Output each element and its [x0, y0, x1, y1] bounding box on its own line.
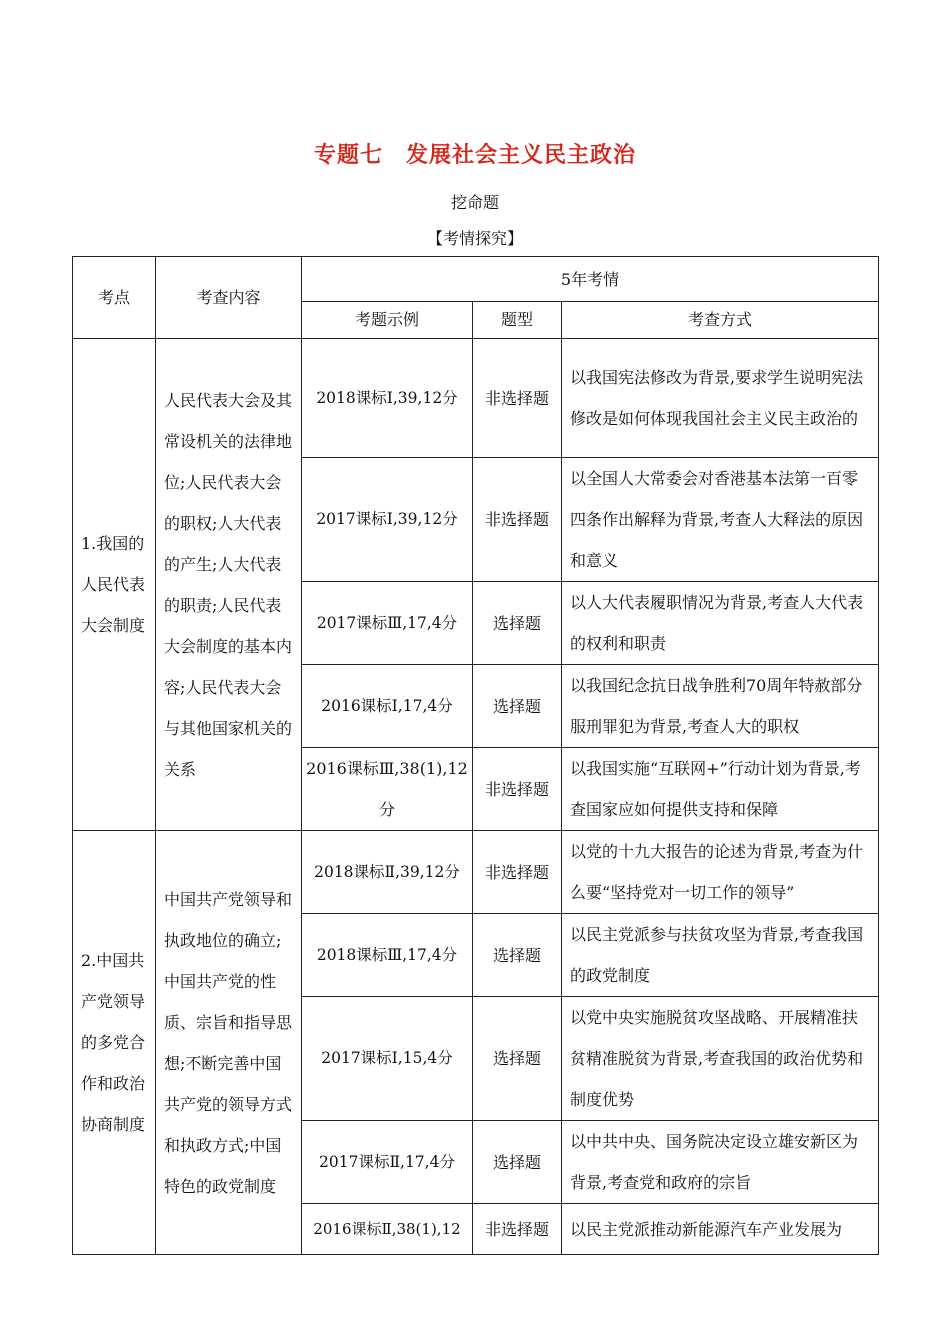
header-topic: 考点 — [73, 257, 156, 339]
table-row — [73, 339, 879, 458]
content-cell: 人民代表大会及其常设机关的法律地位;人民代表大会的职权;人大代表的产生;人大代表的职责;人民代表大会制度的基本内容;人民代表大会与其他国家机关的关系 — [156, 339, 302, 831]
header-example: 考题示例 — [302, 302, 473, 339]
method-cell: 以人大代表履职情况为背景,考查人大代表的权利和职责 — [562, 582, 879, 665]
method-cell: 以中共中央、国务院决定设立雄安新区为背景,考查党和政府的宗旨 — [562, 1121, 879, 1204]
header-content: 考查内容 — [156, 257, 302, 339]
header-five-year: 5年考情 — [302, 257, 879, 302]
content-cell: 中国共产党领导和执政地位的确立;中国共产党的性质、宗旨和指导思想;不断完善中国共产党的领导方式和执政方式;中国特色的政党制度 — [156, 831, 302, 1255]
method-cell: 以党中央实施脱贫攻坚战略、开展精准扶贫精准脱贫为背景,考查我国的政治优势和制度优势 — [562, 997, 879, 1121]
type-cell: 选择题 — [473, 665, 562, 748]
type-cell: 非选择题 — [473, 1204, 562, 1255]
table-row — [73, 831, 879, 914]
topic-cell: 1.我国的人民代表大会制度 — [73, 339, 156, 831]
type-cell: 非选择题 — [473, 831, 562, 914]
method-cell: 以我国实施“互联网+”行动计划为背景,考查国家应如何提供支持和保障 — [562, 748, 879, 831]
topic-cell: 2.中国共产党领导的多党合作和政治协商制度 — [73, 831, 156, 1255]
method-cell: 以党的十九大报告的论述为背景,考查为什么要“坚持党对一切工作的领导” — [562, 831, 879, 914]
type-cell: 非选择题 — [473, 458, 562, 582]
example-cell: 2018课标Ⅱ,39,12分 — [302, 831, 473, 914]
header-method: 考查方式 — [562, 302, 879, 339]
example-cell: 2018课标Ⅰ,39,12分 — [302, 339, 473, 458]
example-cell: 2016课标Ⅱ,38(1),12 — [302, 1204, 473, 1255]
type-cell: 非选择题 — [473, 748, 562, 831]
method-cell: 以我国纪念抗日战争胜利70周年特赦部分服刑罪犯为背景,考查人大的职权 — [562, 665, 879, 748]
method-cell: 以民主党派推动新能源汽车产业发展为 — [562, 1204, 879, 1255]
example-cell: 2017课标Ⅰ,39,12分 — [302, 458, 473, 582]
example-cell: 2018课标Ⅲ,17,4分 — [302, 914, 473, 997]
exam-analysis-table — [72, 256, 879, 1255]
page-title: 专题七 发展社会主义民主政治 — [313, 143, 636, 168]
type-cell: 选择题 — [473, 1121, 562, 1204]
method-cell: 以我国宪法修改为背景,要求学生说明宪法修改是如何体现我国社会主义民主政治的 — [562, 339, 879, 458]
example-cell: 2016课标Ⅰ,17,4分 — [302, 665, 473, 748]
example-cell: 2017课标Ⅱ,17,4分 — [302, 1121, 473, 1204]
header-row-1 — [73, 257, 879, 302]
example-cell: 2017课标Ⅰ,15,4分 — [302, 997, 473, 1121]
example-cell: 2016课标Ⅲ,38(1),12分 — [302, 748, 473, 831]
header-type: 题型 — [473, 302, 562, 339]
type-cell: 非选择题 — [473, 339, 562, 458]
section-label: 【考情探究】 — [426, 229, 523, 248]
method-cell: 以全国人大常委会对香港基本法第一百零四条作出解释为背景,考查人大释法的原因和意义 — [562, 458, 879, 582]
type-cell: 选择题 — [473, 582, 562, 665]
page-subtitle: 挖命题 — [450, 193, 499, 212]
type-cell: 选择题 — [473, 914, 562, 997]
type-cell: 选择题 — [473, 997, 562, 1121]
method-cell: 以民主党派参与扶贫攻坚为背景,考查我国的政党制度 — [562, 914, 879, 997]
example-cell: 2017课标Ⅲ,17,4分 — [302, 582, 473, 665]
